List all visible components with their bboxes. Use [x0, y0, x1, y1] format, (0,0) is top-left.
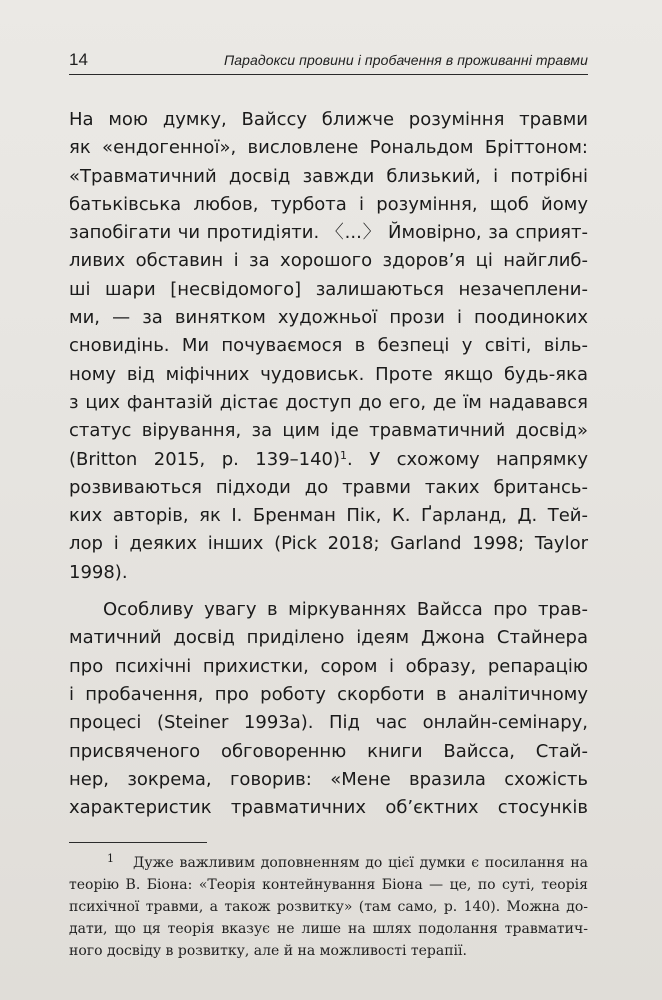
text-line: і пробачення, про роботу скорботи в аналітичному [69, 683, 588, 705]
text-line: процесі (Steiner 1993a). Під час онлайн-семінару, [69, 712, 588, 734]
text-line: про психічні прихистки, сором і образу, репарацію [69, 655, 588, 677]
text-line: ких авторів, як І. Бренман Пік, К. Ґарланд, Д. Тей- [69, 505, 588, 527]
text-line: як «ендогенної», висловлене Рональдом Бріттоном: [69, 137, 588, 159]
main-text [69, 106, 588, 822]
page-header [69, 50, 588, 72]
paragraph-1 [69, 106, 588, 587]
footnote [69, 848, 588, 962]
citation-text: (Britton 2015, p. 139–140) [69, 448, 341, 470]
footnote-separator [69, 842, 207, 843]
text-line: нер, зокрема, говорив: «Мене вразила схожість [69, 768, 588, 790]
header-rule [69, 74, 588, 75]
text-continuation: . У схожому напрямку [347, 448, 588, 470]
text-line-with-footnote [69, 446, 588, 474]
text-line: ми, — за винятком художньої прози і поодиноких [69, 307, 588, 329]
text-line: На мою думку, Вайссу ближче розуміння травми [69, 109, 588, 130]
footnote-line: психічної травми, а також розвитку» (там само, p. 140). Можна до- [69, 899, 588, 915]
text-line: ші шари [несвідомого] залишаються незачеплени- [69, 278, 588, 300]
footnote-line: теорію В. Біона: «Теорія контейнування Біона — це, по суті, теорія [69, 877, 588, 893]
footnote-number: 1 [107, 852, 114, 865]
footnote-text: Дуже важливим доповненням до цієї думки є посилання на [133, 855, 588, 871]
text-line: з цих фантазій дістає доступ до его, де їм надавався [69, 391, 588, 413]
text-line: характеристик травматичних об’єктних стосунків [69, 797, 588, 819]
footnote-line: ного досвіду в розвитку, але й на можливості терапії. [69, 943, 467, 959]
footnote-line: дати, що ця теорія вказує не лише на шлях подолання травматич- [69, 921, 588, 937]
text-line: матичний досвід приділено ідеям Джона Стайнера [69, 627, 588, 649]
page-number: 14 [69, 50, 88, 69]
text-line: «Травматичний досвід завжди близький, і потрібні [69, 165, 588, 187]
footnote-reference[interactable]: 1 [340, 448, 348, 462]
text-line: розвиваються підходи до травми таких британсь- [69, 476, 588, 498]
text-line: лор і деяких інших (Pick 2018; Garland 1998; Taylor [69, 533, 588, 555]
text-line: запобігати чи протидіяти. 〈...〉 Ймовірно, за сприят- [69, 222, 588, 244]
paragraph-2 [69, 596, 588, 822]
text-line: 1998). [69, 561, 128, 583]
text-line: сновидінь. Ми почуваємося в безпеці у світі, віль- [69, 335, 588, 357]
running-title: Парадокси провини і пробачення в проживанні травми [224, 52, 588, 68]
text-line: ливих обставин і за хорошого здоров’я ці найглиб- [69, 250, 588, 272]
text-line: ному від міфічних чудовиськ. Проте якщо будь-яка [69, 363, 588, 385]
text-line: Особливу увагу в міркуваннях Вайсса про трав- [103, 599, 588, 621]
footnote-line [69, 848, 588, 874]
text-line: присвяченого обговоренню книги Вайсса, Стай- [69, 740, 588, 762]
text-line: батьківська любов, турбота і розуміння, щоб йому [69, 193, 588, 215]
text-line: статус вірування, за цим іде травматичний досвід» [69, 420, 588, 442]
